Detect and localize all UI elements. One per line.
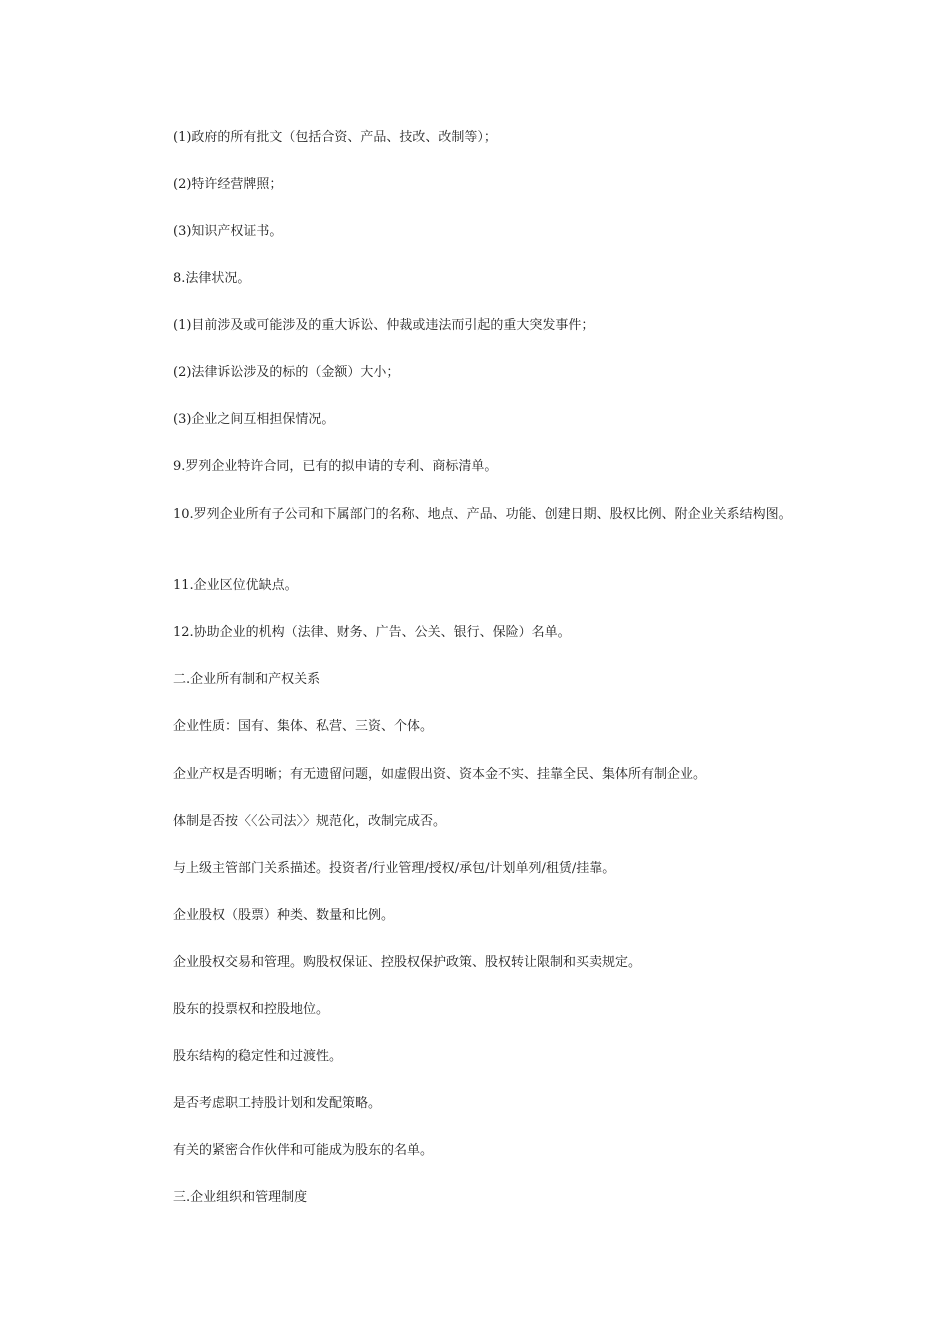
paragraph: 与上级主管部门关系描述。投资者/行业管理/授权/承包/计划单列/租赁/挂靠。 xyxy=(173,861,616,876)
paragraph: (1)政府的所有批文（包括合资、产品、技改、改制等）； xyxy=(173,130,497,145)
paragraph: 企业产权是否明晰；有无遗留问题，如虚假出资、资本金不实、挂靠全民、集体所有制企业。 xyxy=(173,767,707,782)
paragraph: 股东结构的稳定性和过渡性。 xyxy=(173,1049,343,1064)
paragraph: 11.企业区位优缺点。 xyxy=(173,578,298,593)
paragraph: 有关的紧密合作伙伴和可能成为股东的名单。 xyxy=(173,1143,434,1158)
paragraph: (1)目前涉及或可能涉及的重大诉讼、仲裁或违法而引起的重大突发事件； xyxy=(173,318,595,333)
paragraph: 9.罗列企业特许合同，已有的拟申请的专利、商标清单。 xyxy=(173,459,498,474)
paragraph: 体制是否按〈〈公司法〉〉规范化，改制完成否。 xyxy=(173,814,447,829)
paragraph: (3)知识产权证书。 xyxy=(173,224,283,239)
paragraph: (2)特许经营牌照； xyxy=(173,177,283,192)
section-heading: 二.企业所有制和产权关系 xyxy=(173,672,321,687)
section-heading: 三.企业组织和管理制度 xyxy=(173,1190,308,1205)
paragraph: 12.协助企业的机构（法律、财务、广告、公关、银行、保险）名单。 xyxy=(173,625,571,640)
paragraph: 10.罗列企业所有子公司和下属部门的名称、地点、产品、功能、创建日期、股权比例、附企业关系结构图。 xyxy=(173,507,792,522)
paragraph: 企业股权（股票）种类、数量和比例。 xyxy=(173,908,395,923)
paragraph: 企业性质：国有、集体、私营、三资、个体。 xyxy=(173,719,434,734)
paragraph: (2)法律诉讼涉及的标的（金额）大小； xyxy=(173,365,400,380)
paragraph: (3)企业之间互相担保情况。 xyxy=(173,412,335,427)
paragraph: 企业股权交易和管理。购股权保证、控股权保护政策、股权转让限制和买卖规定。 xyxy=(173,955,642,970)
section-heading: 8.法律状况。 xyxy=(173,271,251,286)
paragraph: 股东的投票权和控股地位。 xyxy=(173,1002,330,1017)
paragraph: 是否考虑职工持股计划和发配策略。 xyxy=(173,1096,382,1111)
